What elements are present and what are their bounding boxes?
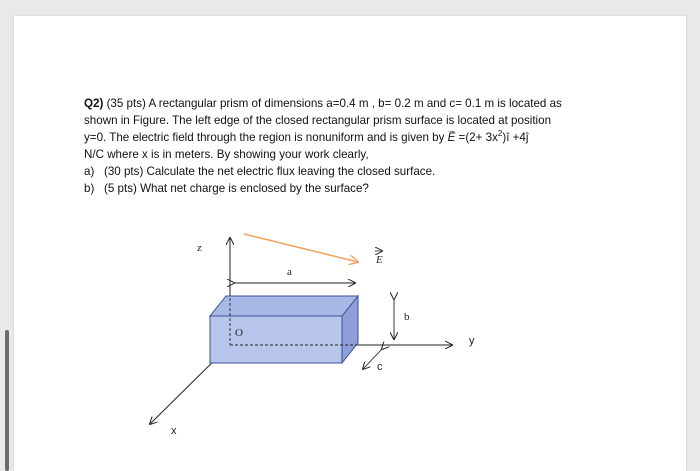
field-arrow xyxy=(244,234,358,262)
y-label: y xyxy=(469,335,475,347)
z-label: z xyxy=(197,242,202,254)
prism-top-face xyxy=(210,296,358,316)
a-label: a xyxy=(287,266,292,278)
field-label: E xyxy=(376,254,383,266)
question-line-3: y=0. The electric field through the region is nonuniform and is given by → $E =(2+ 3x^2)î$ +4ĵ xyxy=(84,129,624,146)
part-b: b) (5 pts) What net charge is enclosed by the surface? xyxy=(84,182,369,195)
c-label: c xyxy=(377,361,383,373)
origin-label: O xyxy=(235,327,243,339)
question-line-4: N/C where x is in meters. By showing your work clearly, xyxy=(84,148,369,161)
question-number: Q2) xyxy=(84,97,104,110)
question-line-1: Q2) (35 pts) A rectangular prism of dimensions a=0.4 m , b= 0.2 m and c= 0.1 m is located as xyxy=(84,97,562,110)
part-a: a) (30 pts) Calculate the net electric flux leaving the closed surface. xyxy=(84,165,436,178)
field-vector-symbol: → E xyxy=(448,131,456,144)
question-line-2: shown in Figure. The left edge of the closed rectangular prism surface is located at position xyxy=(84,114,552,127)
b-label: b xyxy=(404,311,410,323)
x-label: x xyxy=(171,425,177,437)
